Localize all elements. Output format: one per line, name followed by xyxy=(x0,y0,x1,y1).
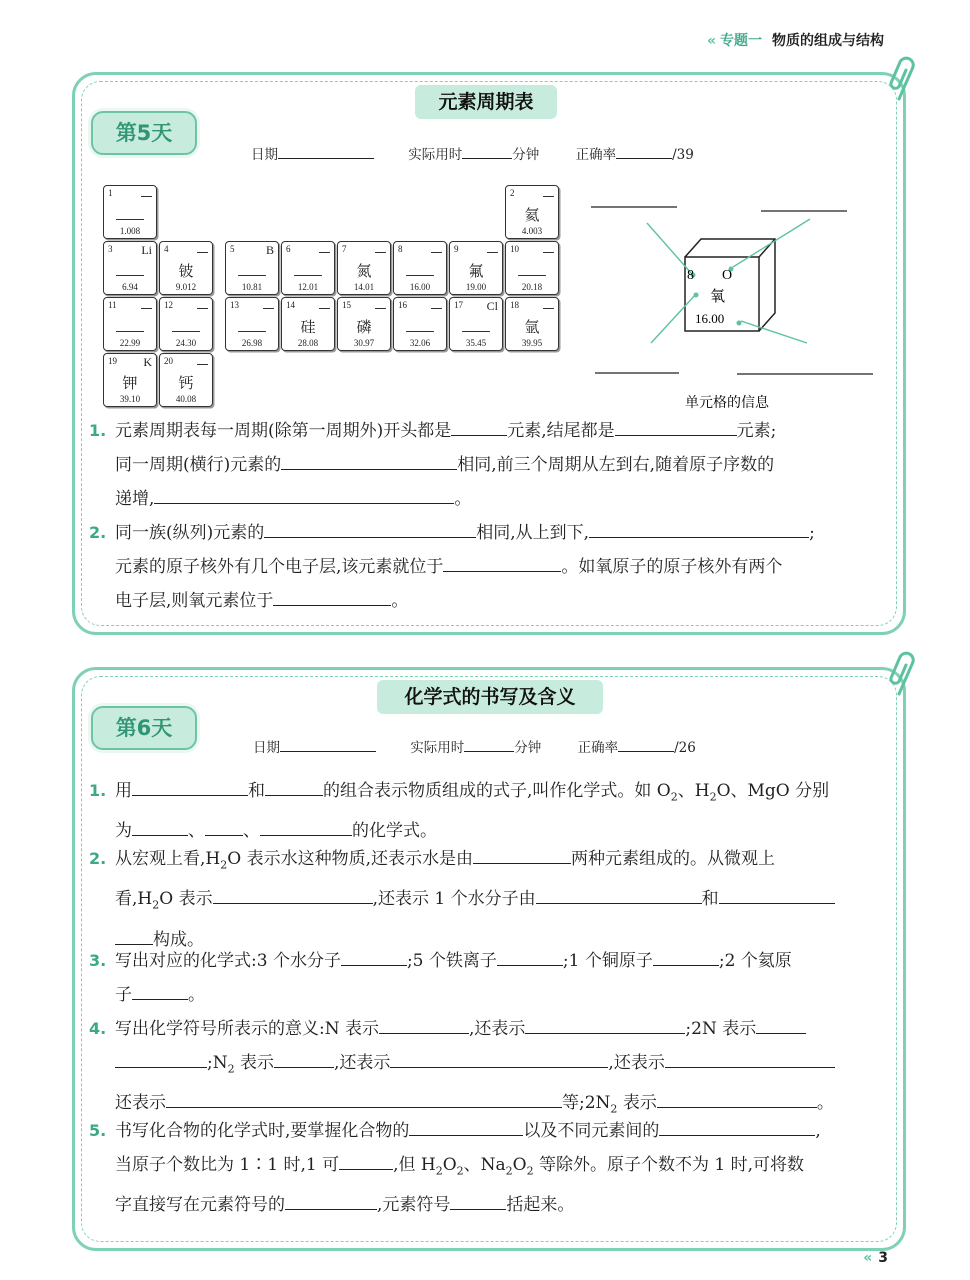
element-cell: 12 24.30 xyxy=(159,297,213,351)
element-cube-diagram xyxy=(583,193,893,409)
element-cell: 3 Li 6.94 xyxy=(103,241,157,295)
header-title: 物质的组成与结构 xyxy=(772,33,884,49)
rate-label: 正确率 xyxy=(575,147,617,163)
answer-blank[interactable] xyxy=(525,1016,685,1034)
element-cell: 17 Cl 35.45 xyxy=(449,297,503,351)
time-blank[interactable] xyxy=(462,145,512,159)
element-cell: 5 B 10.81 xyxy=(225,241,279,295)
answer-blank[interactable] xyxy=(379,1016,469,1034)
time-label: 实际用时 xyxy=(408,147,463,163)
element-cell: 9 氟 19.00 xyxy=(449,241,503,295)
question-2: 2. 从宏观上看$,H_2O$ 表示水这种物质,还表示水是由 两种元素组成的。从微观上 看$,H_2O$ 表示 ,还表示 1 个水分子由 和 构成。 xyxy=(115,842,885,957)
answer-blank[interactable] xyxy=(154,486,454,504)
element-cell: 4 铍 9.012 xyxy=(159,241,213,295)
answer-blank[interactable] xyxy=(132,818,188,836)
element-cell: 18 氩 39.95 xyxy=(505,297,559,351)
day6-title: 化学式的书写及含义 xyxy=(377,680,603,714)
element-cell: 13 26.98 xyxy=(225,297,279,351)
date-label: 日期 xyxy=(253,740,280,756)
element-cell: 19 K 钾 39.10 xyxy=(103,353,157,407)
cube-mass: 16.00 xyxy=(695,311,725,326)
answer-blank[interactable] xyxy=(264,520,476,538)
element-cell: 7 氮 14.01 xyxy=(337,241,391,295)
answer-blank[interactable] xyxy=(281,452,457,470)
time-label: 实际用时 xyxy=(410,740,465,756)
question-4: 4. 写出化学符号所表示的意义:N 表示 ,还表示 ;2N 表示 $;N_2$ 表示 ,还表示 ,还表示 还表示 等$;2N_2$ 表示 。 xyxy=(115,1012,885,1127)
day6-card xyxy=(72,667,906,1251)
answer-blank[interactable] xyxy=(341,948,407,966)
answer-blank[interactable] xyxy=(536,886,702,904)
time-unit: 分钟 xyxy=(514,740,542,756)
answer-blank[interactable] xyxy=(260,818,352,836)
answer-blank[interactable] xyxy=(273,588,391,606)
answer-blank[interactable] xyxy=(274,1050,334,1068)
answer-blank[interactable] xyxy=(719,886,835,904)
date-label: 日期 xyxy=(251,147,278,163)
paperclip-icon xyxy=(887,53,921,105)
question-1: 1. 元素周期表每一周期(除第一周期外)开头都是 元素,结尾都是 元素; 同一周期(横行)元素的 相同,前三个周期从左到右,随着原子序数的 递增, 。 xyxy=(115,414,885,516)
element-cell: 1 1.008 xyxy=(103,185,157,239)
rate-total: /26 xyxy=(674,740,696,756)
answer-blank[interactable] xyxy=(443,554,561,572)
answer-blank[interactable] xyxy=(166,1090,562,1108)
header-topic: 专题一 xyxy=(720,33,762,49)
day5-title: 元素周期表 xyxy=(415,85,557,119)
page-number: 3 xyxy=(878,1250,888,1266)
time-blank[interactable] xyxy=(464,738,514,752)
answer-blank[interactable] xyxy=(132,778,248,796)
answer-blank[interactable] xyxy=(589,520,809,538)
answer-blank[interactable] xyxy=(615,418,737,436)
cube-symbol: O xyxy=(722,268,733,283)
answer-blank[interactable] xyxy=(497,948,563,966)
answer-blank[interactable] xyxy=(665,1050,835,1068)
question-3: 3. 写出对应的化学式:3 个水分子 ;5 个铁离子 ;1 个铜原子 ;2 个氦原 子 。 xyxy=(115,944,885,1012)
answer-blank[interactable] xyxy=(205,818,243,836)
element-cell: 14 硅 28.08 xyxy=(281,297,335,351)
element-cell: 11 22.99 xyxy=(103,297,157,351)
answer-blank[interactable] xyxy=(653,948,719,966)
question-1: 1. 用 和 的组合表示物质组成的式子,叫作化学式。如 $O_2$、$H_2O$、MgO 分别 为 、 、 的化学式。 xyxy=(115,774,885,848)
rate-blank[interactable] xyxy=(616,145,672,159)
answer-blank[interactable] xyxy=(657,1090,817,1108)
day5-meta xyxy=(251,143,694,163)
answer-blank[interactable] xyxy=(390,1050,608,1068)
answer-blank[interactable] xyxy=(115,1050,207,1068)
element-cell: 6 12.01 xyxy=(281,241,335,295)
answer-blank[interactable] xyxy=(451,418,507,436)
answer-blank[interactable] xyxy=(115,927,153,945)
answer-blank[interactable] xyxy=(265,778,323,796)
page-footer xyxy=(863,1250,888,1266)
time-unit: 分钟 xyxy=(512,147,540,163)
double-chevron-left-icon: « xyxy=(863,1250,873,1266)
cube-number: 8 xyxy=(687,268,694,283)
answer-blank[interactable] xyxy=(756,1016,806,1034)
element-cell: 8 16.00 xyxy=(393,241,447,295)
day6-badge: 第6天 xyxy=(91,706,197,750)
answer-blank[interactable] xyxy=(473,846,571,864)
element-cell: 16 32.06 xyxy=(393,297,447,351)
question-2: 2. 同一族(纵列)元素的 相同,从上到下, ; 元素的原子核外有几个电子层,该元素就位于 。如氧原子的原子核外有两个 电子层,则氧元素位于 。 xyxy=(115,516,885,618)
element-cell: 20 钙 40.08 xyxy=(159,353,213,407)
cube-caption: 单元格的信息 xyxy=(685,395,769,409)
element-cell: 2 氦 4.003 xyxy=(505,185,559,239)
answer-blank[interactable] xyxy=(409,1118,523,1136)
page-header xyxy=(707,30,884,50)
answer-blank[interactable] xyxy=(132,982,188,1000)
date-blank[interactable] xyxy=(278,145,374,159)
answer-blank[interactable] xyxy=(285,1192,377,1210)
element-cell: 15 磷 30.97 xyxy=(337,297,391,351)
day5-card xyxy=(72,72,906,635)
element-cell: 10 20.18 xyxy=(505,241,559,295)
double-chevron-left-icon: « xyxy=(706,33,716,49)
cube-name: 氧 xyxy=(710,287,726,305)
question-5: 5. 书写化合物的化学式时,要掌握化合物的 以及不同元素间的 , 当原子个数比为 1∶1 时,1 可 ,但 $H_2O_2$、$Na_2O_2$ 等除外。原子个数不为 1 时,可将数 字直接写在元素符号的 ,元素符号 括起来。 xyxy=(115,1114,885,1222)
day6-meta xyxy=(253,736,696,756)
date-blank[interactable] xyxy=(280,738,376,752)
paperclip-icon xyxy=(887,648,921,700)
answer-blank[interactable] xyxy=(339,1152,393,1170)
rate-total: /39 xyxy=(672,147,694,163)
day5-badge: 第5天 xyxy=(91,111,197,155)
answer-blank[interactable] xyxy=(659,1118,815,1136)
answer-blank[interactable] xyxy=(450,1192,506,1210)
rate-label: 正确率 xyxy=(577,740,619,756)
rate-blank[interactable] xyxy=(618,738,674,752)
answer-blank[interactable] xyxy=(213,886,373,904)
